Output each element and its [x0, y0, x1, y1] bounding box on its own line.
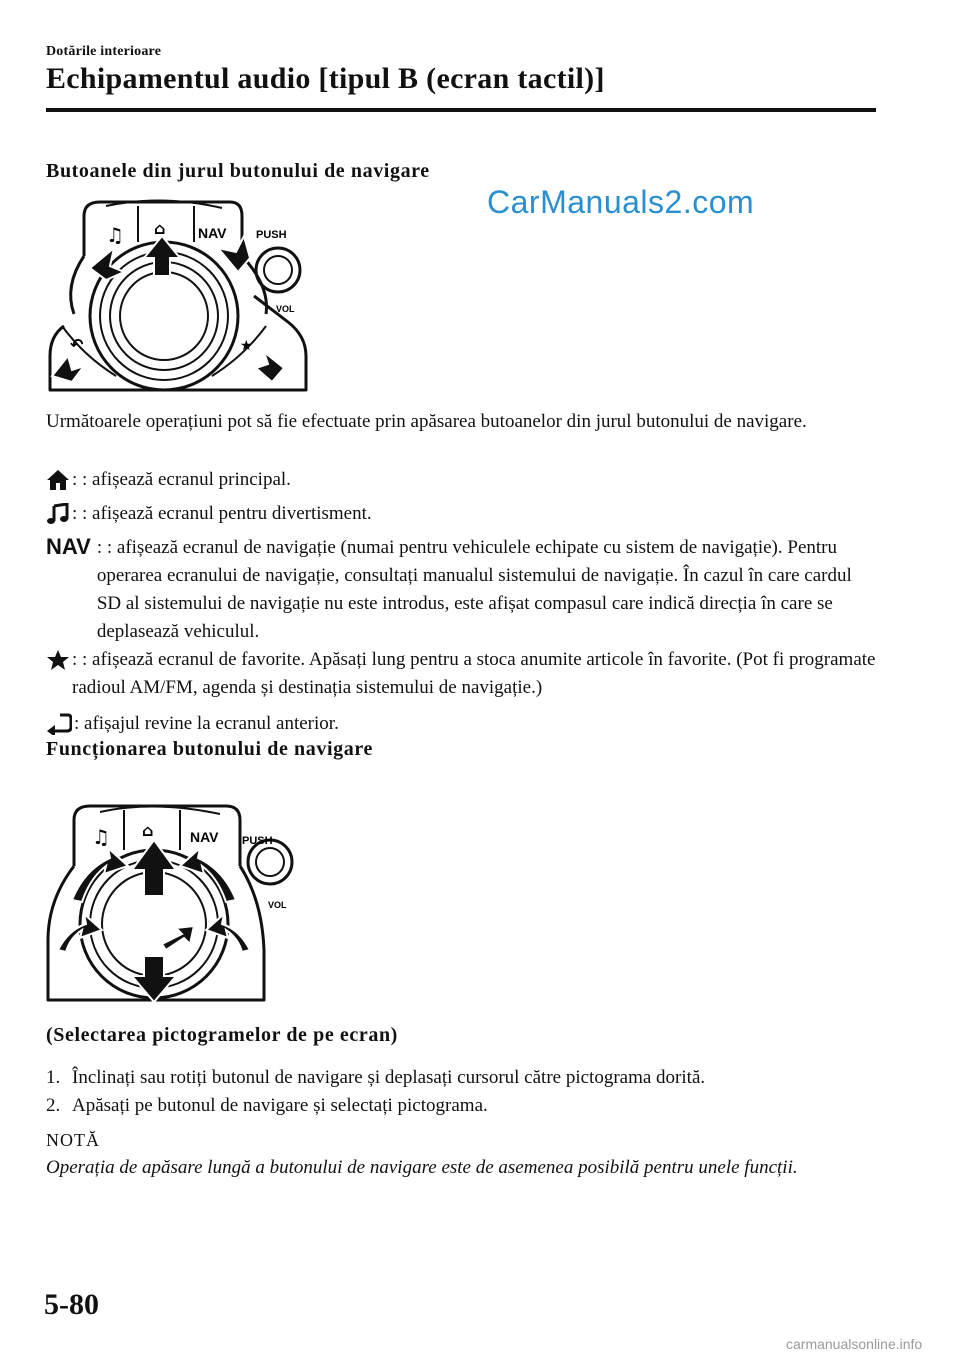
arrow: [218, 236, 250, 272]
nav-label: NAV: [198, 225, 227, 241]
vol-label: VOL: [276, 304, 295, 314]
note-text: Operația de apăsare lungă a butonului de navigare este de asemenea posibilă pentru unele funcții.: [46, 1157, 798, 1178]
home-icon: [46, 469, 70, 500]
music-note-icon: ♫: [92, 825, 110, 849]
list-item: 2. Apăsați pe butonul de navigare și selectați pictograma.: [46, 1095, 488, 1116]
list-item: : afișajul revine la ecranul anterior.: [46, 710, 876, 744]
home-icon: ⌂: [142, 821, 154, 840]
button-descriptions: [46, 466, 876, 744]
commander-buttons-figure: [44, 196, 314, 396]
page-title: Echipamentul audio [tipul B (ecran tactil)]: [46, 62, 605, 95]
vol-label: VOL: [268, 900, 287, 910]
back-icon: ↶: [70, 335, 84, 354]
section-heading-navigation: Funcționarea butonului de navigare: [46, 738, 373, 760]
commander-knob-figure: [44, 800, 304, 1006]
arrow: [90, 248, 124, 280]
arrow: [162, 926, 194, 950]
arrow: [52, 356, 84, 382]
home-icon: ⌂: [154, 219, 166, 238]
push-label: PUSH: [242, 835, 273, 847]
list-item: : : afișează ecranul principal.: [46, 466, 876, 500]
page-number: 5-80: [44, 1288, 99, 1321]
intro-paragraph: Următoarele operațiuni pot să fie efectuate prin apăsarea butoanelor din jurul butonului de navigare.: [46, 411, 807, 432]
watermark: CarManuals2.com: [487, 184, 755, 220]
subheading-select-icons: (Selectarea pictogramelor de pe ecran): [46, 1024, 398, 1046]
title-divider: [46, 108, 876, 112]
arrow: [256, 352, 284, 382]
nav-icon: NAV: [46, 534, 91, 559]
star-icon: ★: [240, 338, 253, 354]
section-heading-buttons: Butoanele din jurul butonului de navigare: [46, 160, 430, 182]
list-item: : : afișează ecranul de favorite. Apăsați lung pentru a stoca anumite articole în favorite. (Pot fi programate radioul AM/FM, agenda și destinația sistemului de navigație.): [46, 646, 876, 702]
list-item: NAV : : afișează ecranul de navigație (numai pentru vehiculele echipate cu sistem de navigație). Pentru operarea ecranului de navigație, consultați manualul sistemului de navigație. În cazul în care cardul SD al sistemului de navigație nu este introdus, este afișat compasul care indică direcția în care se deplasează vehiculul.: [46, 534, 852, 642]
nav-label: NAV: [190, 829, 219, 845]
music-note-icon: [46, 503, 70, 534]
site-footer: carmanualsonline.info: [786, 1336, 923, 1352]
music-note-icon: ♫: [106, 223, 124, 247]
note-title: NOTĂ: [46, 1130, 100, 1150]
arrow: [132, 840, 176, 896]
list-item: 1. Înclinați sau rotiți butonul de navigare și deplasați cursorul către pictograma dorită.: [46, 1067, 706, 1088]
push-label: PUSH: [256, 229, 287, 241]
list-item: : : afișează ecranul pentru divertisment.: [46, 500, 876, 534]
section-label: Dotările interioare: [46, 44, 162, 59]
star-icon: [46, 649, 70, 680]
steps-list: [46, 1064, 876, 1120]
